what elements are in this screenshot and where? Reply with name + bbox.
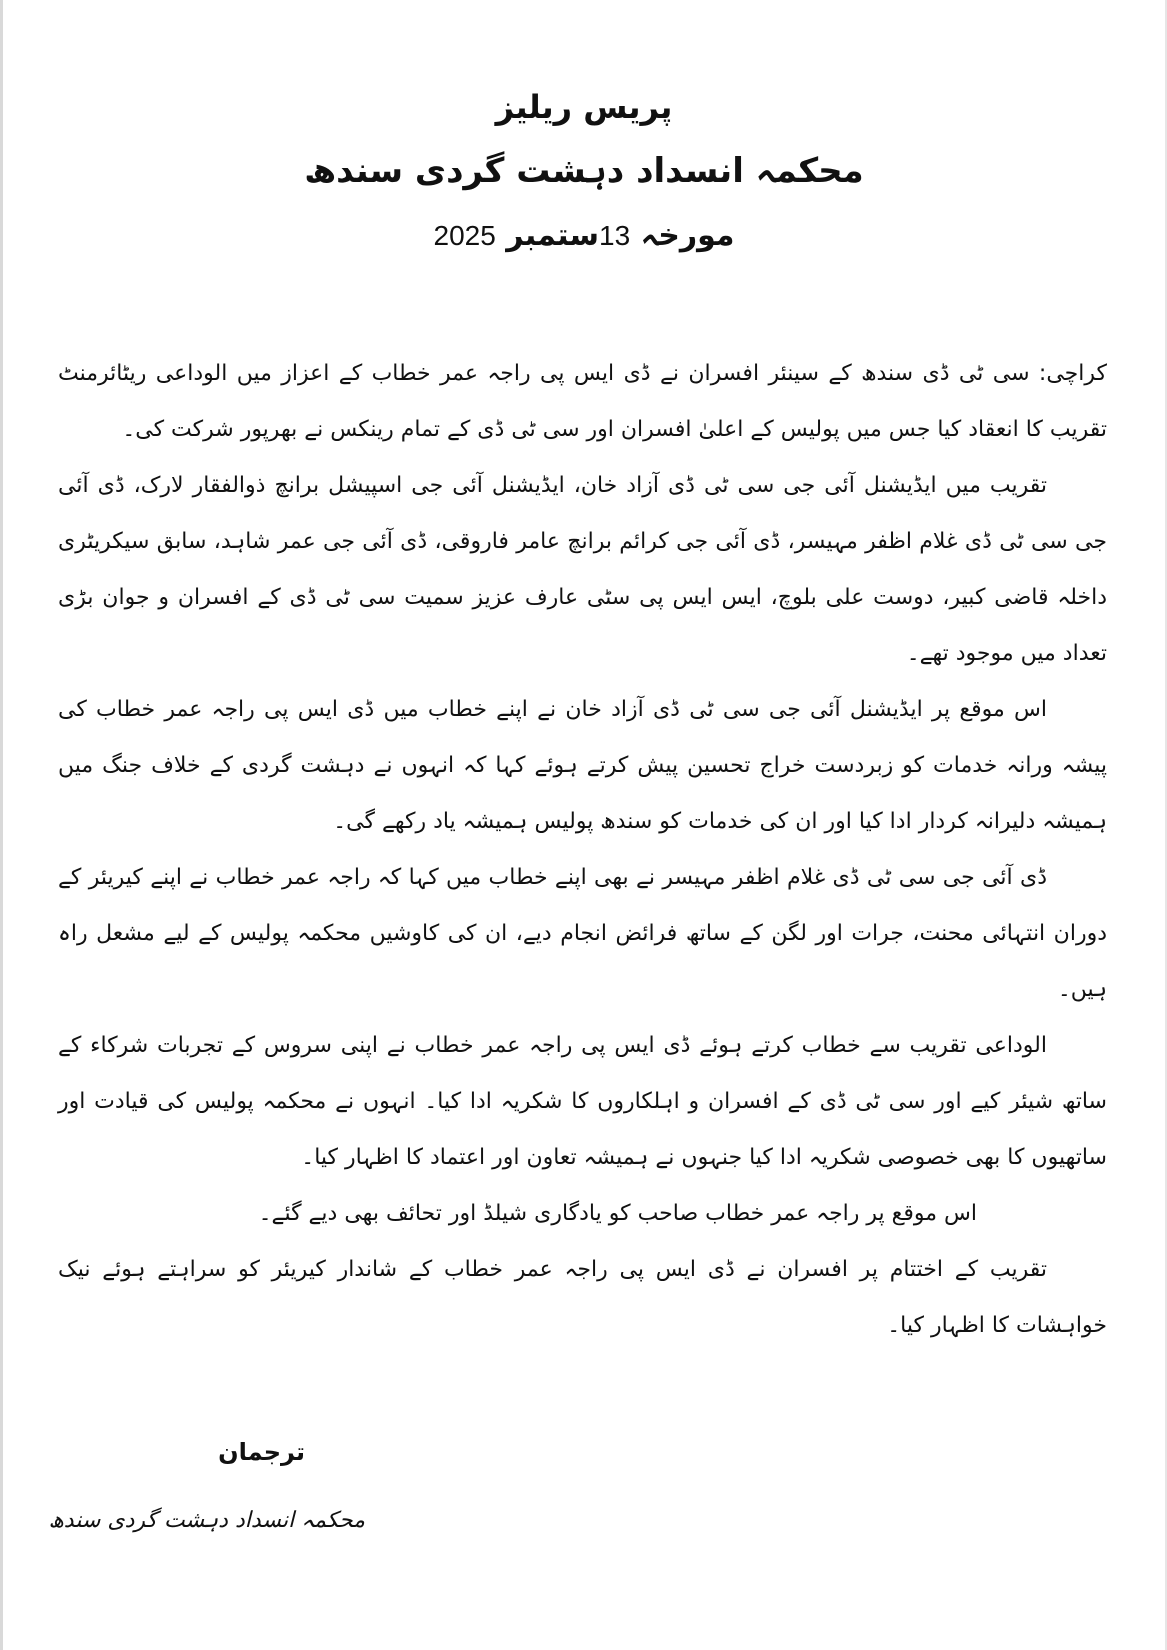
- press-release-body: [58, 346, 1107, 1354]
- paragraph-dig-speech: ڈی آئی جی سی ٹی ڈی غلام اظفر مہیسر نے بھی اپنے خطاب میں کہا کہ راجہ عمر خطاب نے اپنے کیریئر کے دوران انتہائی محنت، جرات اور لگن کے ساتھ فرائض انجام دیے، ان کی کاوشیں محکمہ پولیس کے لیے مشعل راہ ہیں۔: [58, 865, 1107, 1002]
- date-month: ستمبر: [506, 218, 600, 253]
- date-year: 2025: [433, 220, 496, 251]
- paragraph-farewell-speech: الوداعی تقریب سے خطاب کرتے ہوئے ڈی ایس پی راجہ عمر خطاب نے اپنی سروس کے تجربات شرکاء کے ساتھ شیئر کیے اور سی ٹی ڈی کے افسران و اہلکاروں کا شکریہ ادا کیا۔ انہوں نے محکمہ پولیس کی قیادت اور ساتھیوں کا بھی خصوصی شکریہ ادا کیا جنہوں نے ہمیشہ تعاون اور اعتماد کا اظہار کیا۔: [58, 1033, 1107, 1170]
- paragraph-closing: تقریب کے اختتام پر افسران نے ڈی ایس پی راجہ عمر خطاب کے شاندار کیریئر کو سراہتے ہوئے نیک خواہشات کا اظہار کیا۔: [58, 1257, 1107, 1338]
- paragraph-intro: کراچی: سی ٹی ڈی سندھ کے سینئر افسران نے ڈی ایس پی راجہ عمر خطاب کے اعزاز میں الوداعی ریٹائرمنٹ تقریب کا انعقاد کیا جس میں پولیس کے اعلیٰ افسران اور سی ٹی ڈی کے تمام رینکس نے بھرپور شرکت کی۔: [58, 361, 1107, 442]
- document-title: پریس ریلیز: [495, 88, 673, 126]
- paragraph-attendees: تقریب میں ایڈیشنل آئی جی سی ٹی ڈی آزاد خان، ایڈیشنل آئی جی اسپیشل برانچ ذوالفقار لارک، ڈی آئی جی سی ٹی ڈی غلام اظفر مہیسر، ڈی آئی جی کرائم برانچ عامر فاروقی، ڈی آئی جی عمر شاہد، سابق سیکریٹری داخلہ قاضی کبیر، دوست علی بلوچ، ایس ایس پی سٹی عارف عزیز سمیت سی ٹی ڈی کے افسران و جوان بڑی تعداد میں موجود تھے۔: [58, 473, 1107, 666]
- paragraph-shield: اس موقع پر راجہ عمر خطاب صاحب کو یادگاری شیلڈ اور تحائف بھی دیے گئے۔: [258, 1201, 977, 1226]
- date-day: 13: [599, 220, 631, 251]
- date-line: [3, 218, 1165, 253]
- department-heading: محکمہ انسداد دہشت گردی سندھ: [304, 151, 864, 191]
- paragraph-addl-ig-speech: اس موقع پر ایڈیشنل آئی جی سی ٹی ڈی آزاد خان نے اپنے خطاب میں ڈی ایس پی راجہ عمر خطاب کی پیشہ ورانہ خدمات کو زبردست خراج تحسین پیش کرتے ہوئے کہا کہ انہوں نے دہشت گردی کے خلاف جنگ میں ہمیشہ دلیرانہ کردار ادا کیا اور ان کی خدمات کو سندھ پولیس ہمیشہ یاد رکھے گی۔: [58, 697, 1107, 834]
- date-prefix: مورخہ: [640, 218, 735, 253]
- signature-department: محکمہ انسداد دہشت گردی سندھ: [48, 1508, 365, 1533]
- signature-title: ترجمان: [218, 1438, 305, 1466]
